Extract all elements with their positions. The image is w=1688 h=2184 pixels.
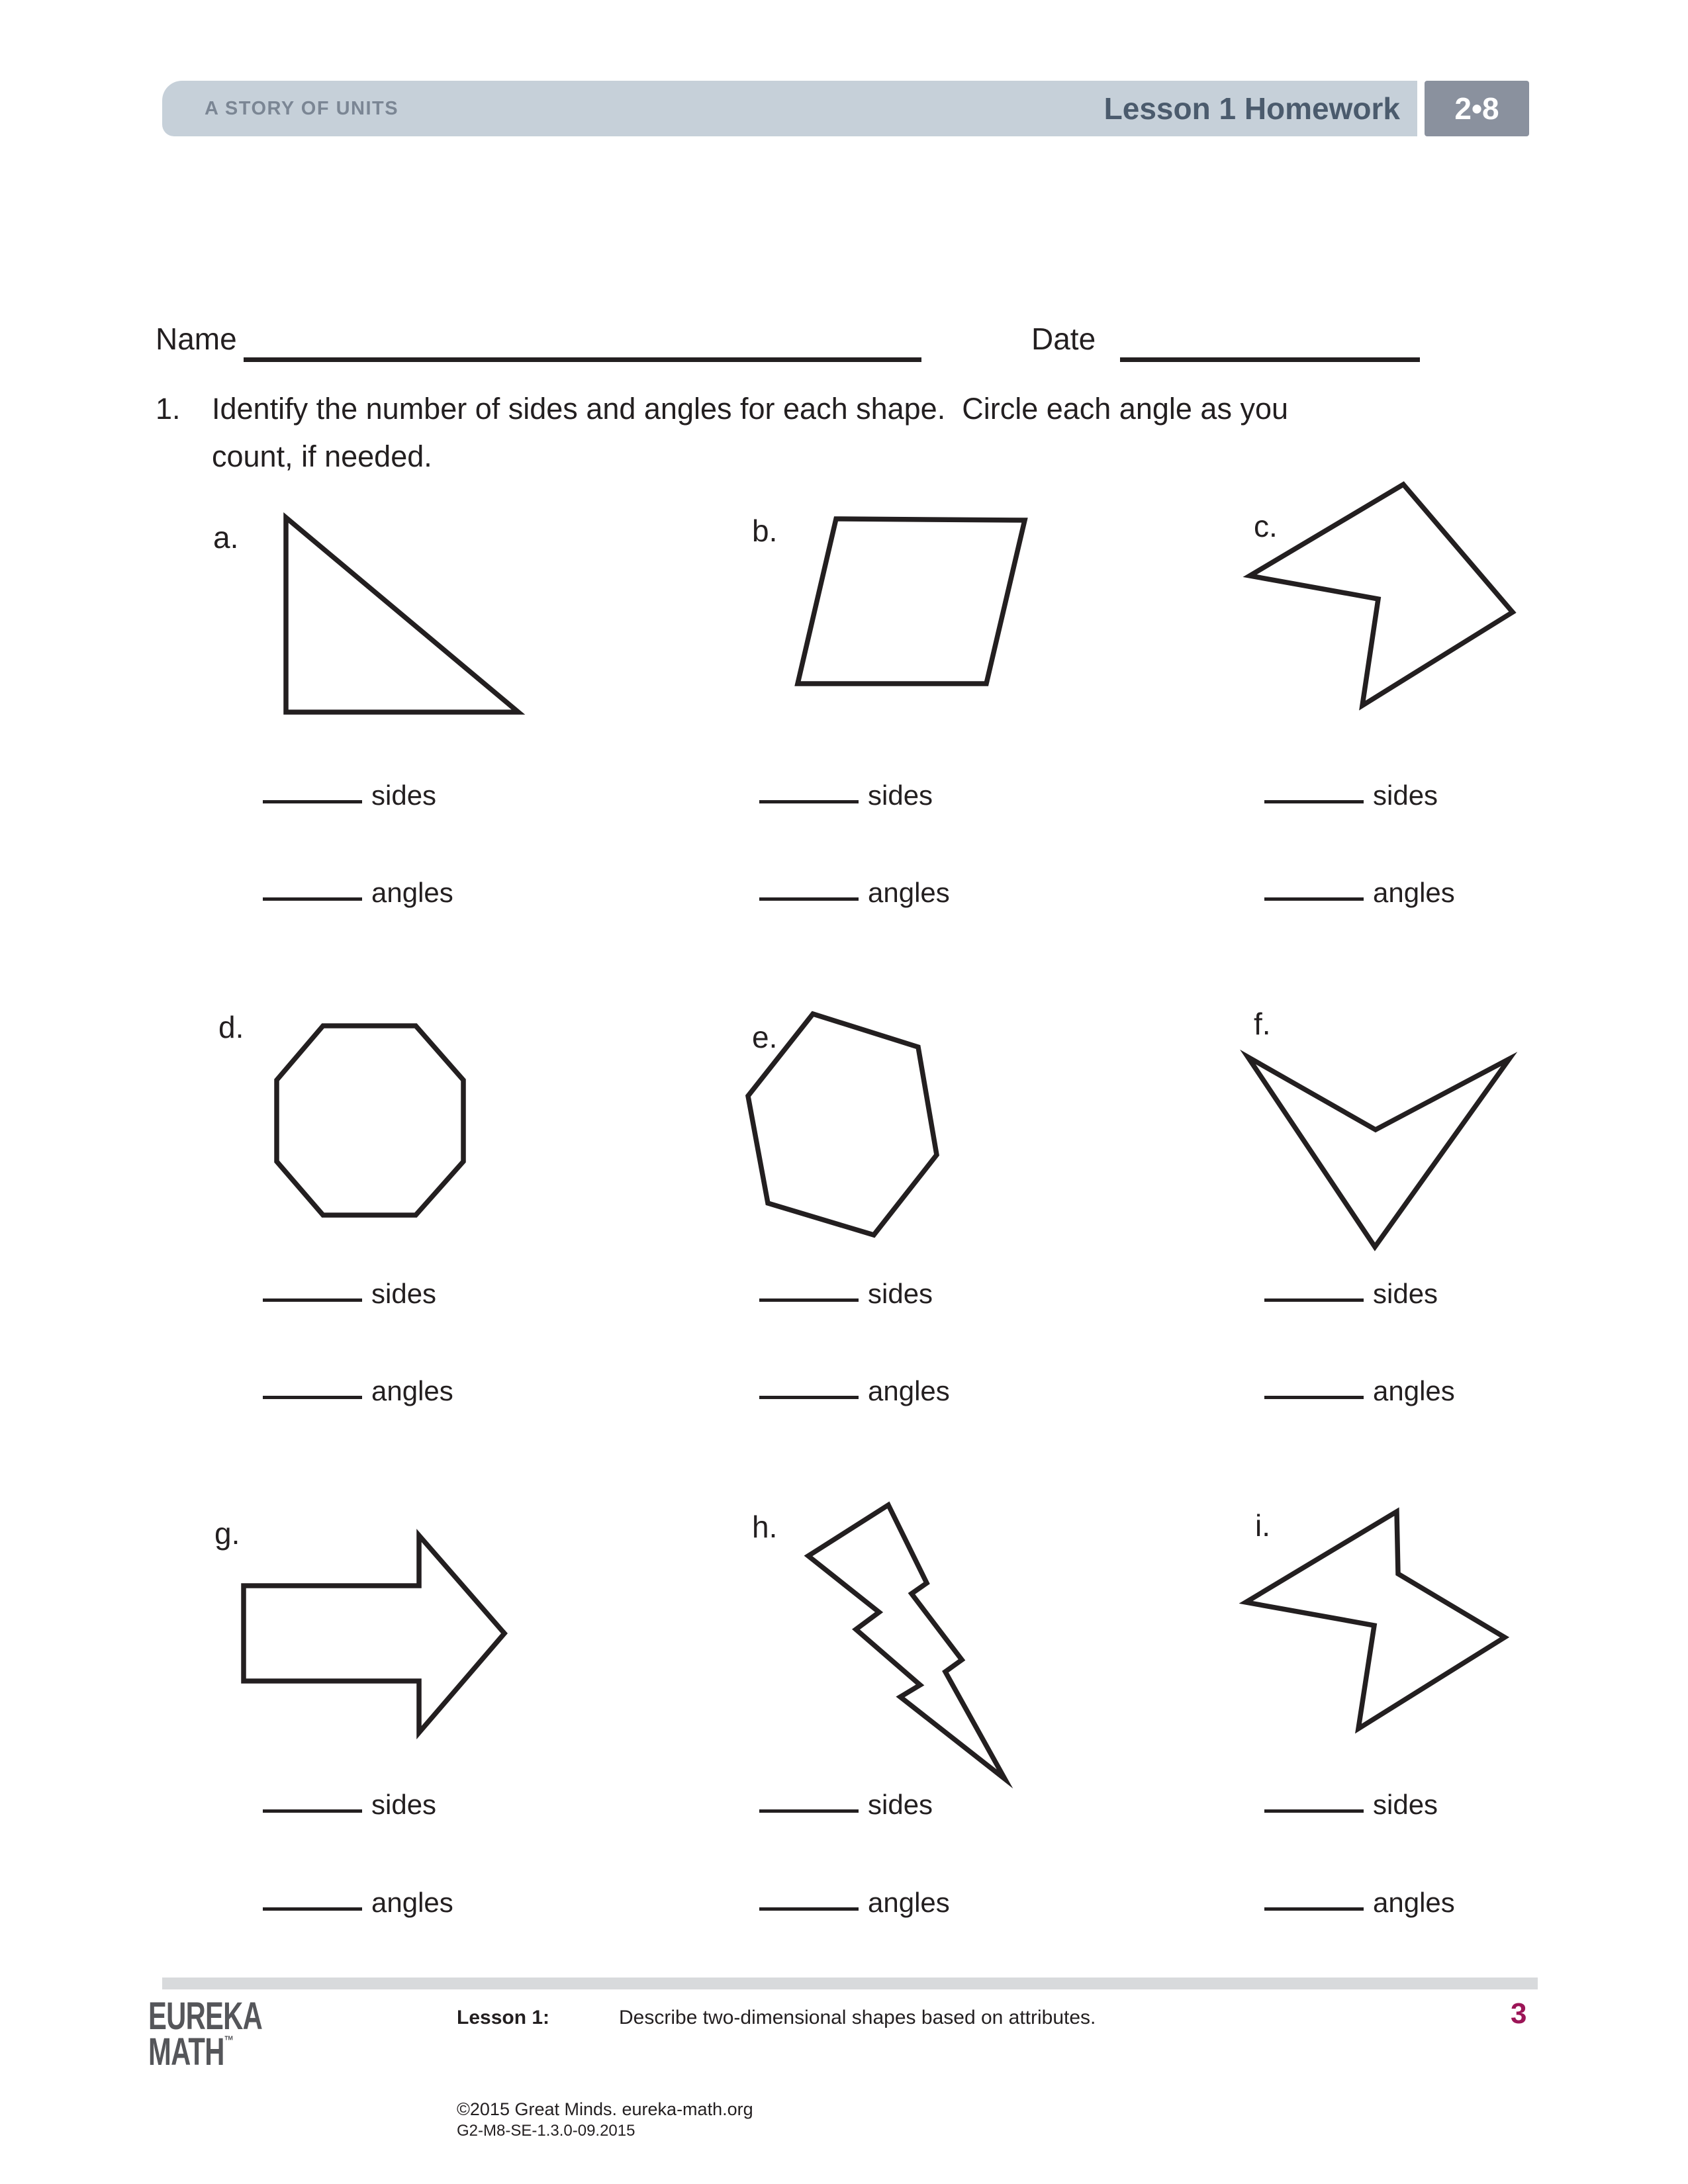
h-angles-blank[interactable] xyxy=(759,1907,859,1911)
shape-b-parallelogram xyxy=(798,519,1025,684)
shape-label-b: b. xyxy=(752,514,778,548)
i-sides-blank[interactable] xyxy=(1264,1809,1364,1813)
shape-label-a: a. xyxy=(213,520,239,555)
shape-label-g: g. xyxy=(214,1516,240,1551)
answer-cell-i-sides xyxy=(1264,1784,1438,1819)
answer-cell-d-sides xyxy=(263,1273,436,1308)
answer-cell-h-angles xyxy=(759,1882,950,1917)
b-angles-blank[interactable] xyxy=(759,897,859,901)
answer-cell-h-sides xyxy=(759,1784,933,1819)
answer-cell-d-angles xyxy=(263,1371,453,1405)
f-angles-label: angles xyxy=(1373,1375,1455,1406)
a-angles-label: angles xyxy=(371,877,453,908)
b-sides-label: sides xyxy=(868,780,933,811)
logo-line1: EUREKA xyxy=(148,1995,263,2038)
g-sides-blank[interactable] xyxy=(263,1809,362,1813)
a-sides-blank[interactable] xyxy=(263,800,362,803)
g-angles-label: angles xyxy=(371,1887,453,1918)
lesson-title: Lesson 1 Homework xyxy=(1103,91,1400,126)
c-angles-label: angles xyxy=(1373,877,1455,908)
answer-cell-f-sides xyxy=(1264,1273,1438,1308)
answer-cell-i-angles xyxy=(1264,1882,1455,1917)
shape-g-right-arrow xyxy=(244,1535,504,1733)
i-angles-blank[interactable] xyxy=(1264,1907,1364,1911)
shape-label-e: e. xyxy=(752,1020,778,1054)
c-sides-blank[interactable] xyxy=(1264,800,1364,803)
answer-cell-g-sides xyxy=(263,1784,436,1819)
f-angles-blank[interactable] xyxy=(1264,1396,1364,1399)
date-label: Date xyxy=(1031,322,1096,356)
h-sides-blank[interactable] xyxy=(759,1809,859,1813)
a-sides-label: sides xyxy=(371,780,437,811)
module-badge: 2•8 xyxy=(1425,81,1529,136)
name-label: Name xyxy=(156,322,237,356)
a-angles-blank[interactable] xyxy=(263,897,362,901)
h-sides-label: sides xyxy=(868,1789,933,1820)
shape-label-d: d. xyxy=(218,1010,244,1044)
e-sides-label: sides xyxy=(868,1278,933,1309)
shape-h-lightning-bolt xyxy=(808,1505,1005,1779)
shape-i-concave-arrow xyxy=(1246,1512,1505,1729)
answer-cell-e-sides xyxy=(759,1273,933,1308)
shape-label-i: i. xyxy=(1255,1508,1270,1543)
i-sides-label: sides xyxy=(1373,1789,1438,1820)
d-angles-label: angles xyxy=(371,1375,453,1406)
page-number: 3 xyxy=(1511,1997,1527,2030)
question-number: 1. xyxy=(156,392,181,426)
answer-cell-c-sides xyxy=(1264,775,1438,809)
d-angles-blank[interactable] xyxy=(263,1396,362,1399)
b-angles-label: angles xyxy=(868,877,950,908)
d-sides-blank[interactable] xyxy=(263,1298,362,1302)
answer-cell-g-angles xyxy=(263,1882,453,1917)
series-label: A STORY OF UNITS xyxy=(205,97,399,119)
footer-copyright: ©2015 Great Minds. eureka-math.org xyxy=(457,2099,753,2119)
answer-cell-a-angles xyxy=(263,872,453,907)
trademark-symbol: ™ xyxy=(224,2034,234,2048)
g-sides-label: sides xyxy=(371,1789,437,1820)
e-sides-blank[interactable] xyxy=(759,1298,859,1302)
i-angles-label: angles xyxy=(1373,1887,1455,1918)
answer-cell-b-angles xyxy=(759,872,950,907)
shape-d-octagon xyxy=(277,1026,463,1215)
d-sides-label: sides xyxy=(371,1278,437,1309)
eureka-math-logo xyxy=(148,1995,263,2073)
g-angles-blank[interactable] xyxy=(263,1907,362,1911)
question-text-line1: Identify the number of sides and angles for each shape. Circle each angle as you xyxy=(212,392,1288,426)
c-sides-label: sides xyxy=(1373,780,1438,811)
e-angles-blank[interactable] xyxy=(759,1396,859,1399)
shape-label-h: h. xyxy=(752,1510,778,1544)
shape-c-concave-pentagon xyxy=(1250,484,1513,705)
f-sides-blank[interactable] xyxy=(1264,1298,1364,1302)
shape-label-f: f. xyxy=(1254,1007,1271,1041)
c-angles-blank[interactable] xyxy=(1264,897,1364,901)
footer-lesson-label: Lesson 1: xyxy=(457,2007,550,2028)
footer-version-code: G2-M8-SE-1.3.0-09.2015 xyxy=(457,2122,635,2140)
answer-cell-e-angles xyxy=(759,1371,950,1405)
e-angles-label: angles xyxy=(868,1375,950,1406)
f-sides-label: sides xyxy=(1373,1278,1438,1309)
answer-cell-f-angles xyxy=(1264,1371,1455,1405)
b-sides-blank[interactable] xyxy=(759,800,859,803)
answer-cell-c-angles xyxy=(1264,872,1455,907)
answer-cell-a-sides xyxy=(263,775,436,809)
footer-divider xyxy=(162,1978,1538,1989)
footer-lesson-description: Describe two-dimensional shapes based on attributes. xyxy=(619,2007,1096,2028)
answer-cell-b-sides xyxy=(759,775,933,809)
shape-label-c: c. xyxy=(1254,509,1278,543)
logo-line2: MATH xyxy=(148,2030,224,2073)
shape-a-right-triangle xyxy=(286,518,518,712)
question-text-line2: count, if needed. xyxy=(212,439,432,473)
h-angles-label: angles xyxy=(868,1887,950,1918)
shape-f-chevron-arrowhead xyxy=(1248,1057,1509,1247)
